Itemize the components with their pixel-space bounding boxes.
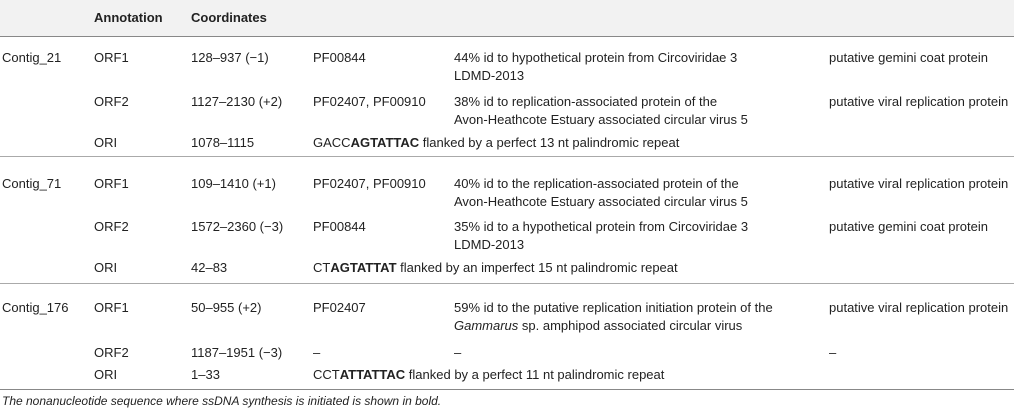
sequence-suffix: flanked by an imperfect 15 nt palindromic repeat xyxy=(396,260,678,275)
sequence-prefix: CCT xyxy=(313,367,340,382)
function-cell: putative viral replication protein xyxy=(829,94,1009,109)
header-annotation: Annotation xyxy=(94,10,163,25)
table-header xyxy=(0,0,1014,36)
group-divider xyxy=(0,283,1014,284)
description-line-1: 59% id to the putative replication initiation protein of the xyxy=(454,300,773,315)
table-footnote: The nonanucleotide sequence where ssDNA synthesis is initiated is shown in bold. xyxy=(2,394,442,408)
coordinates-cell: 50–955 (+2) xyxy=(191,300,262,315)
species-italic: Gammarus xyxy=(454,318,519,333)
coordinates-cell: 1127–2130 (+2) xyxy=(191,94,283,109)
header-coordinates: Coordinates xyxy=(191,10,267,25)
header-divider xyxy=(0,36,1014,37)
description-line-1: 40% id to the replication-associated protein of the xyxy=(454,176,739,191)
description-line-1: – xyxy=(454,345,462,360)
function-cell: putative gemini coat protein xyxy=(829,219,988,234)
contig-name: Contig_21 xyxy=(2,50,62,65)
pfam-cell: PF02407, PF00910 xyxy=(313,94,426,109)
sequence-suffix: flanked by a perfect 11 nt palindromic repeat xyxy=(405,367,665,382)
coordinates-cell: 1187–1951 (−3) xyxy=(191,345,283,360)
annotation-cell: ORI xyxy=(94,135,118,150)
annotation-cell: ORF1 xyxy=(94,300,129,315)
sequence-suffix: flanked by a perfect 13 nt palindromic repeat xyxy=(419,135,680,150)
coordinates-cell: 42–83 xyxy=(191,260,228,275)
ori-sequence-cell xyxy=(313,134,679,152)
description-line-2: Gammarus sp. amphipod associated circular virus xyxy=(454,318,743,333)
coordinates-cell: 128–937 (−1) xyxy=(191,50,269,65)
coordinates-cell: 1078–1115 xyxy=(191,135,255,150)
coordinates-cell: 109–1410 (+1) xyxy=(191,176,276,191)
group-divider xyxy=(0,156,1014,157)
pfam-cell: – xyxy=(313,345,321,360)
description-line-1: 44% id to hypothetical protein from Circoviridae 3 xyxy=(454,50,738,65)
annotation-cell: ORF1 xyxy=(94,176,129,191)
annotation-cell: ORI xyxy=(94,260,118,275)
contig-name: Contig_71 xyxy=(2,176,62,191)
contig-name: Contig_176 xyxy=(2,300,69,315)
description-line-2: LDMD-2013 xyxy=(454,237,525,252)
function-cell: putative viral replication protein xyxy=(829,176,1009,191)
pfam-cell: PF02407, PF00910 xyxy=(313,176,426,191)
annotation-cell: ORI xyxy=(94,367,118,382)
sequence-prefix: GACC xyxy=(313,135,351,150)
description-line-2: Avon-Heathcote Estuary associated circular virus 5 xyxy=(454,112,748,127)
table-bottom-rule xyxy=(0,389,1014,390)
ori-sequence-cell xyxy=(313,366,664,384)
coordinates-cell: 1572–2360 (−3) xyxy=(191,219,284,234)
nonanucleotide-bold: ATTATTAC xyxy=(339,367,406,382)
function-cell: – xyxy=(829,345,837,360)
annotation-cell: ORF2 xyxy=(94,345,129,360)
annotation-cell: ORF2 xyxy=(94,219,129,234)
annotation-cell: ORF2 xyxy=(94,94,129,109)
description-line-1: 35% id to a hypothetical protein from Circoviridae 3 xyxy=(454,219,749,234)
function-cell: putative gemini coat protein xyxy=(829,50,988,65)
description-line-1: 38% id to replication-associated protein of the xyxy=(454,94,718,109)
pfam-cell: PF00844 xyxy=(313,219,366,234)
pfam-cell: PF00844 xyxy=(313,50,366,65)
coordinates-cell: 1–33 xyxy=(191,367,220,382)
description-line-2: Avon-Heathcote Estuary associated circular virus 5 xyxy=(454,194,748,209)
description-line-2: LDMD-2013 xyxy=(454,68,525,83)
nonanucleotide-bold: AGTATTAT xyxy=(330,260,397,275)
pfam-cell: PF02407 xyxy=(313,300,366,315)
sequence-prefix: CT xyxy=(313,260,331,275)
nonanucleotide-bold: AGTATTAC xyxy=(350,135,420,150)
annotation-cell: ORF1 xyxy=(94,50,129,65)
ori-sequence-cell xyxy=(313,259,678,277)
function-cell: putative viral replication protein xyxy=(829,300,1009,315)
